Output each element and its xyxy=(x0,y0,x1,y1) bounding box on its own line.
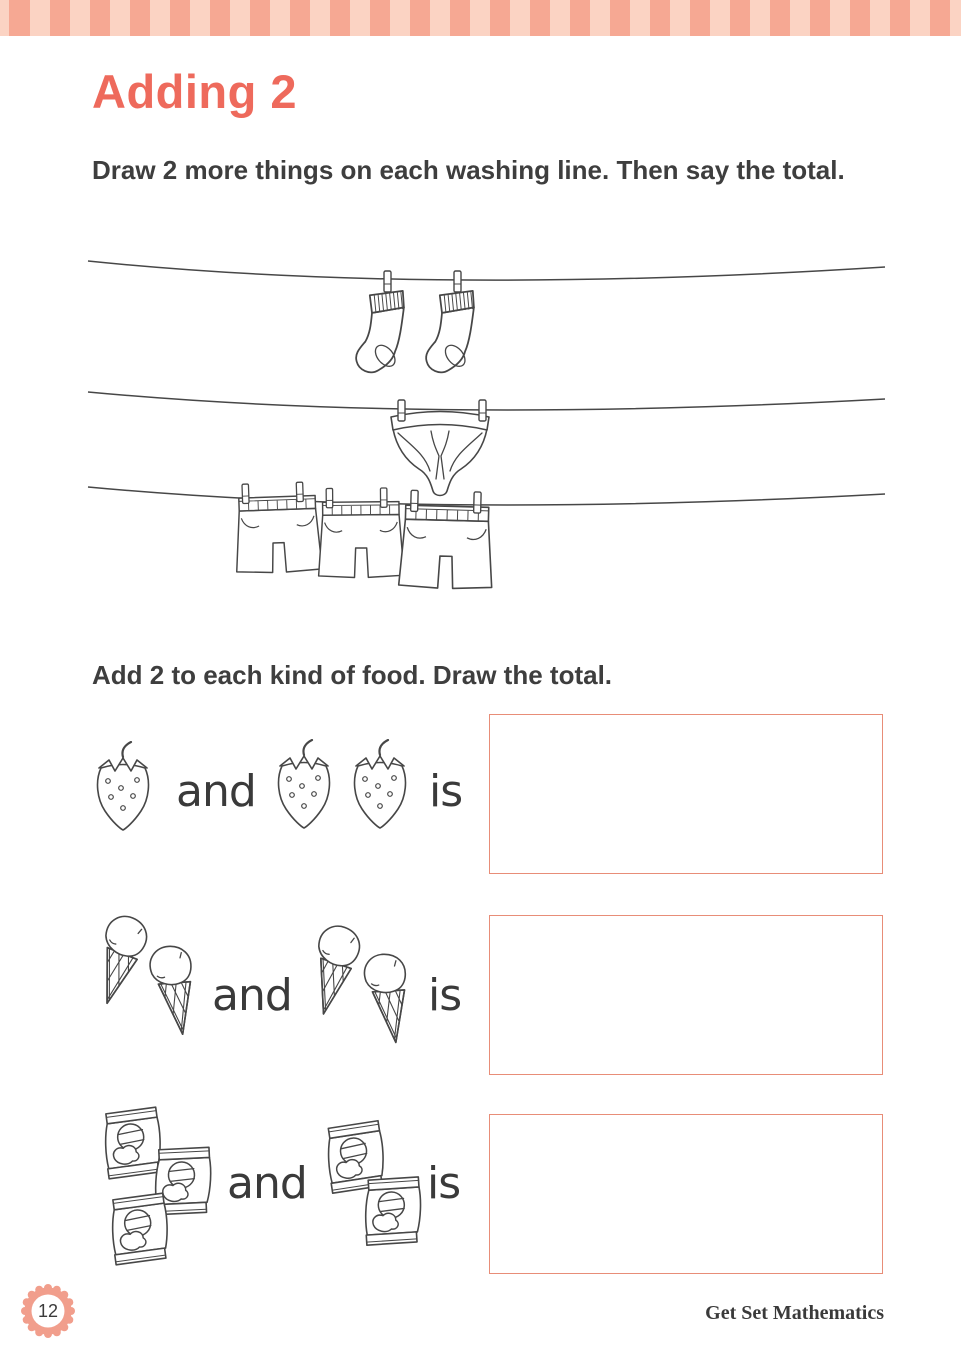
crisp-packet-icon xyxy=(101,1186,177,1278)
underpants-group xyxy=(391,400,489,496)
shorts-group xyxy=(234,482,494,590)
is-label: is xyxy=(429,766,463,817)
page-number: 12 xyxy=(37,1301,59,1321)
and-label: and xyxy=(176,766,256,817)
washing-line-1 xyxy=(88,261,885,280)
and-label: and xyxy=(212,970,292,1021)
sock-icon xyxy=(426,291,474,372)
and-label: and xyxy=(227,1158,307,1209)
is-label: is xyxy=(428,970,462,1021)
strawberry-icon xyxy=(273,739,335,831)
ice-cream-icon xyxy=(346,948,436,1058)
answer-box-strawberries[interactable] xyxy=(489,714,883,874)
washing-line-3 xyxy=(88,487,885,505)
clothespin-icon xyxy=(398,400,405,421)
clothespin-icon xyxy=(479,400,486,421)
washing-instruction: Draw 2 more things on each washing line. Then say the total. xyxy=(92,155,845,185)
page-title: Adding 2 xyxy=(92,65,298,118)
food-instruction: Add 2 to each kind of food. Draw the total. xyxy=(92,660,613,690)
is-label: is xyxy=(427,1158,461,1209)
ice-cream-icon xyxy=(132,940,222,1050)
clothespin-icon xyxy=(384,271,391,292)
sock-icon xyxy=(356,291,404,372)
strawberry-icon xyxy=(92,741,154,833)
underpants-icon xyxy=(391,412,489,496)
answer-box-crisp-packets[interactable] xyxy=(489,1114,883,1274)
strawberry-icon xyxy=(349,739,411,831)
footer-brand: Get Set Mathematics xyxy=(705,1302,884,1324)
washing-lines-canvas[interactable] xyxy=(0,0,961,660)
shorts-icon xyxy=(234,482,323,574)
shorts-icon xyxy=(318,488,404,578)
answer-box-ice-creams[interactable] xyxy=(489,915,883,1075)
page-number-badge xyxy=(20,1283,76,1339)
clothespin-icon xyxy=(454,271,461,292)
crisp-packet-icon xyxy=(354,1168,430,1260)
socks-group xyxy=(356,271,474,372)
